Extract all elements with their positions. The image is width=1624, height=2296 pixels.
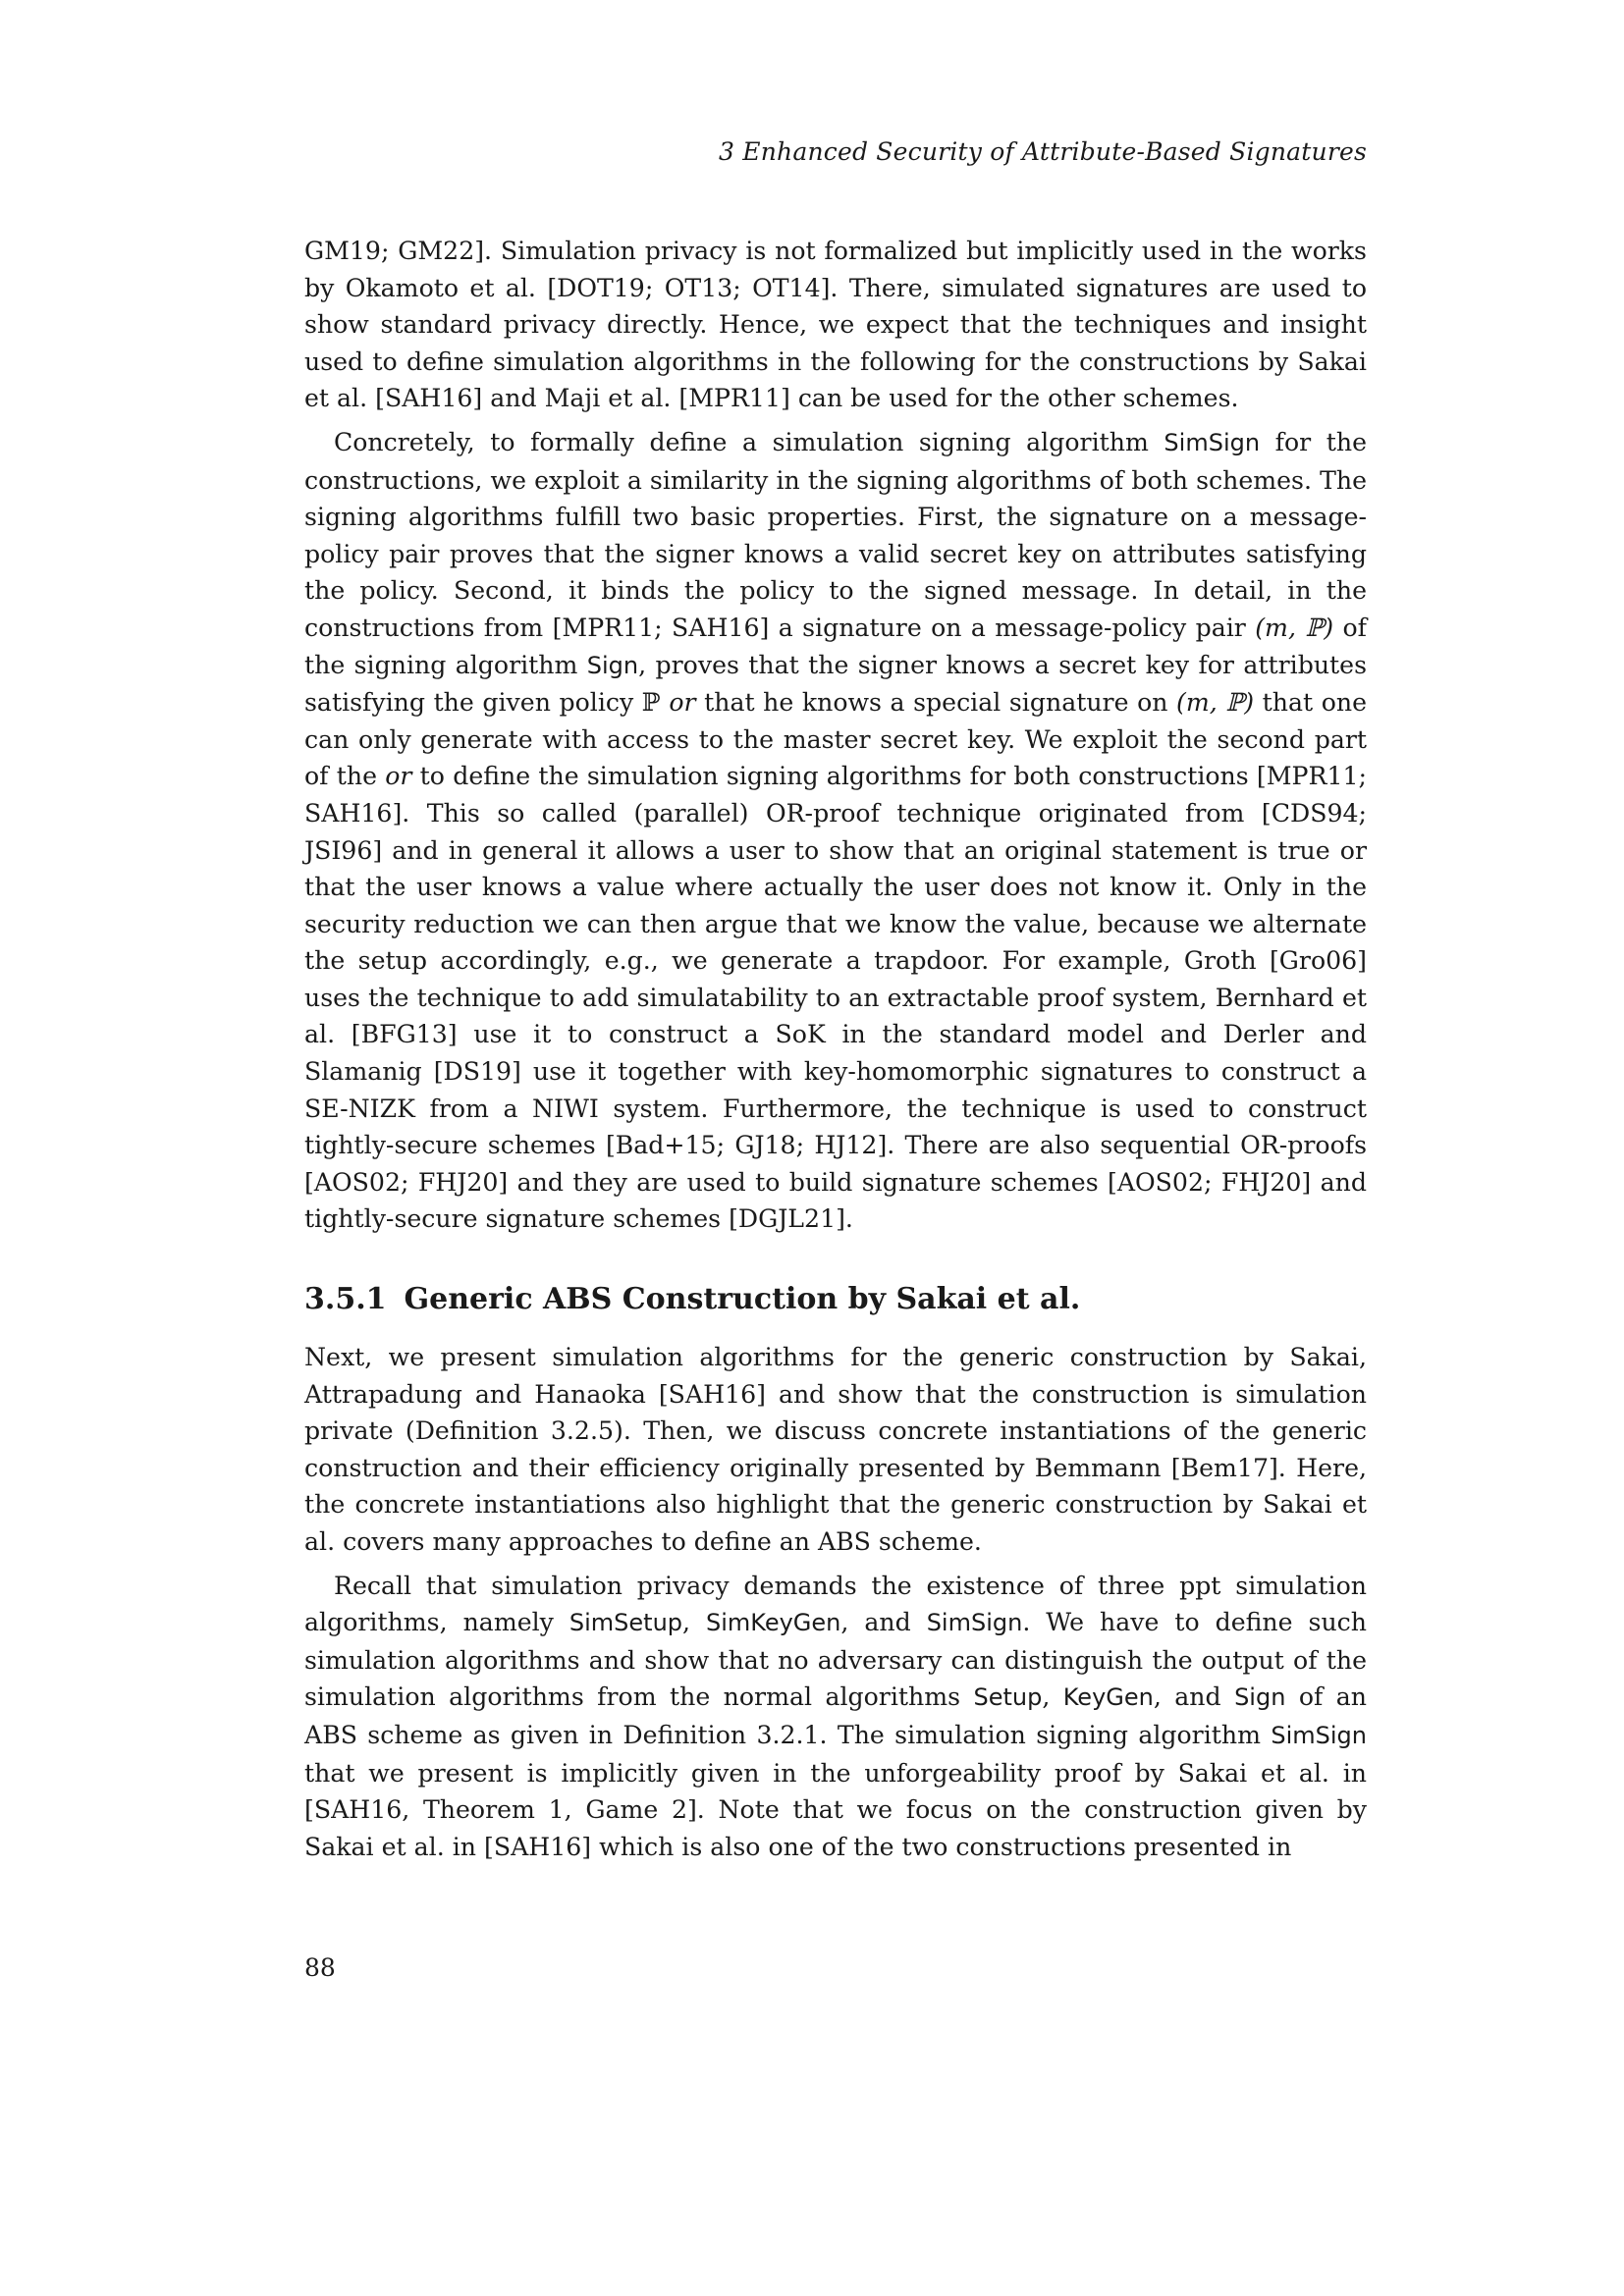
paragraph-or-proof-technique	[304, 424, 1367, 1238]
text-run: , proves that the signer knows a secret key for attributes satisfying the given policy	[304, 650, 1367, 718]
emphasis: or	[385, 762, 412, 791]
text-run: , and	[1153, 1682, 1235, 1712]
text-run: of an ABS scheme as given in Definition 3.2.1. The simulation signing algorithm	[304, 1682, 1367, 1749]
algorithm-name: Setup	[973, 1683, 1043, 1712]
text-run: for the constructions, we exploit a similarity in the signing algorithms of both schemes. The signing algorithms fulfill two basic properties. First, the signature on a message-policy pair proves that the signer knows a valid secret key on attributes satisfying the policy. Second, it binds the policy to the signed message. In detail, in the constructions from [MPR11; SAH16] a signature on a message-policy pair	[304, 427, 1367, 642]
math-expression: (m, ℙ)	[1176, 688, 1255, 718]
text-run: Recall that simulation privacy demands the existence of three ppt simulation algorithms, namely	[304, 1571, 1367, 1637]
section-heading	[304, 1280, 1367, 1319]
body-text-section	[304, 1339, 1367, 1865]
text-run: ,	[1042, 1682, 1063, 1712]
math-expression: ℙ	[641, 688, 661, 718]
algorithm-name: SimKeyGen	[706, 1609, 841, 1637]
paragraph-simulation-algorithms	[304, 1568, 1367, 1866]
paragraph-simulation-privacy: GM19; GM22]. Simulation privacy is not formalized but implicitly used in the works by Okamoto et al. [DOT19; OT13; OT14]. There, simulated signatures are used to show standard privacy directly. Hence, we expect that the techniques and insight used to define simulation algorithms in the following for the constructions by Sakai et al. [SAH16] and Maji et al. [MPR11] can be used for the other schemes.	[304, 237, 1367, 413]
text-run: , and	[840, 1608, 927, 1637]
text-run: that one can only generate with access to the master secret key. We exploit the second part of the	[304, 688, 1367, 791]
text-run: of the signing algorithm	[304, 613, 1367, 679]
text-run: . We have to define such simulation algorithms and show that no adversary can distinguish the output of the simulation algorithms from the normal algorithms	[304, 1608, 1368, 1712]
running-head: 3 Enhanced Security of Attribute-Based Signatures	[719, 137, 1367, 166]
section-number: 3.5.1	[304, 1282, 387, 1316]
algorithm-name: SimSign	[1164, 428, 1261, 456]
algorithm-name: Sign	[1234, 1683, 1286, 1712]
algorithm-name: SimSign	[1271, 1721, 1367, 1749]
text-run: ,	[682, 1608, 706, 1637]
paragraph-sakai-intro: Next, we present simulation algorithms for the generic construction by Sakai, Attrapadung and Hanaoka [SAH16] and show that the construction is simulation private (Definition 3.2.5). Then, we discuss concrete instantiations of the generic construction and their efficiency originally presented by Bemmann [Bem17]. Here, the concrete instantiations also highlight that the generic construction by Sakai et al. covers many approaches to define an ABS scheme.	[304, 1343, 1367, 1556]
algorithm-name: KeyGen	[1062, 1683, 1154, 1712]
emphasis: or	[669, 688, 696, 718]
algorithm-name: SimSign	[926, 1609, 1023, 1637]
body-text-top	[304, 233, 1367, 1238]
algorithm-name: Sign	[586, 651, 639, 679]
math-expression: (m, ℙ)	[1255, 613, 1334, 642]
algorithm-name: SimSetup	[568, 1609, 683, 1637]
section-title: Generic ABS Construction by Sakai et al.	[404, 1282, 1081, 1316]
text-run: to define the simulation signing algorithms for both constructions [MPR11; SAH16]. This so called (parallel) OR-proof technique originated from [CDS94; JSI96] and in general it allows a user to show that an original statement is true or that the user knows a value where actually the user does not know it. Only in the security reduction we can then argue that we know the value, because we alternate the setup accordingly, e.g., we generate a trapdoor. For example, Groth [Gro06] uses the technique to add simulatability to an extractable proof system, Bernhard et al. [BFG13] use it to construct a SoK in the standard model and Derler and Slamanig [DS19] use it together with key-homomorphic signatures to construct a SE-NIZK from a NIWI system. Furthermore, the technique is used to construct tightly-secure schemes [Bad+15; GJ18; HJ12]. There are also sequential OR-proofs [AOS02; FHJ20] and they are used to build signature schemes [AOS02; FHJ20] and tightly-secure signature schemes [DGJL21].	[304, 762, 1367, 1234]
page-number: 88	[304, 1953, 336, 1982]
text-run: Concretely, to formally define a simulation signing algorithm	[334, 427, 1164, 456]
text-run: that we present is implicitly given in the unforgeability proof by Sakai et al. in [SAH16, Theorem 1, Game 2]. Note that we focus on the construction given by Sakai et al. in [SAH16] which is also one of the two constructions presented in	[304, 1758, 1367, 1861]
text-run: that he knows a special signature on	[695, 688, 1177, 718]
